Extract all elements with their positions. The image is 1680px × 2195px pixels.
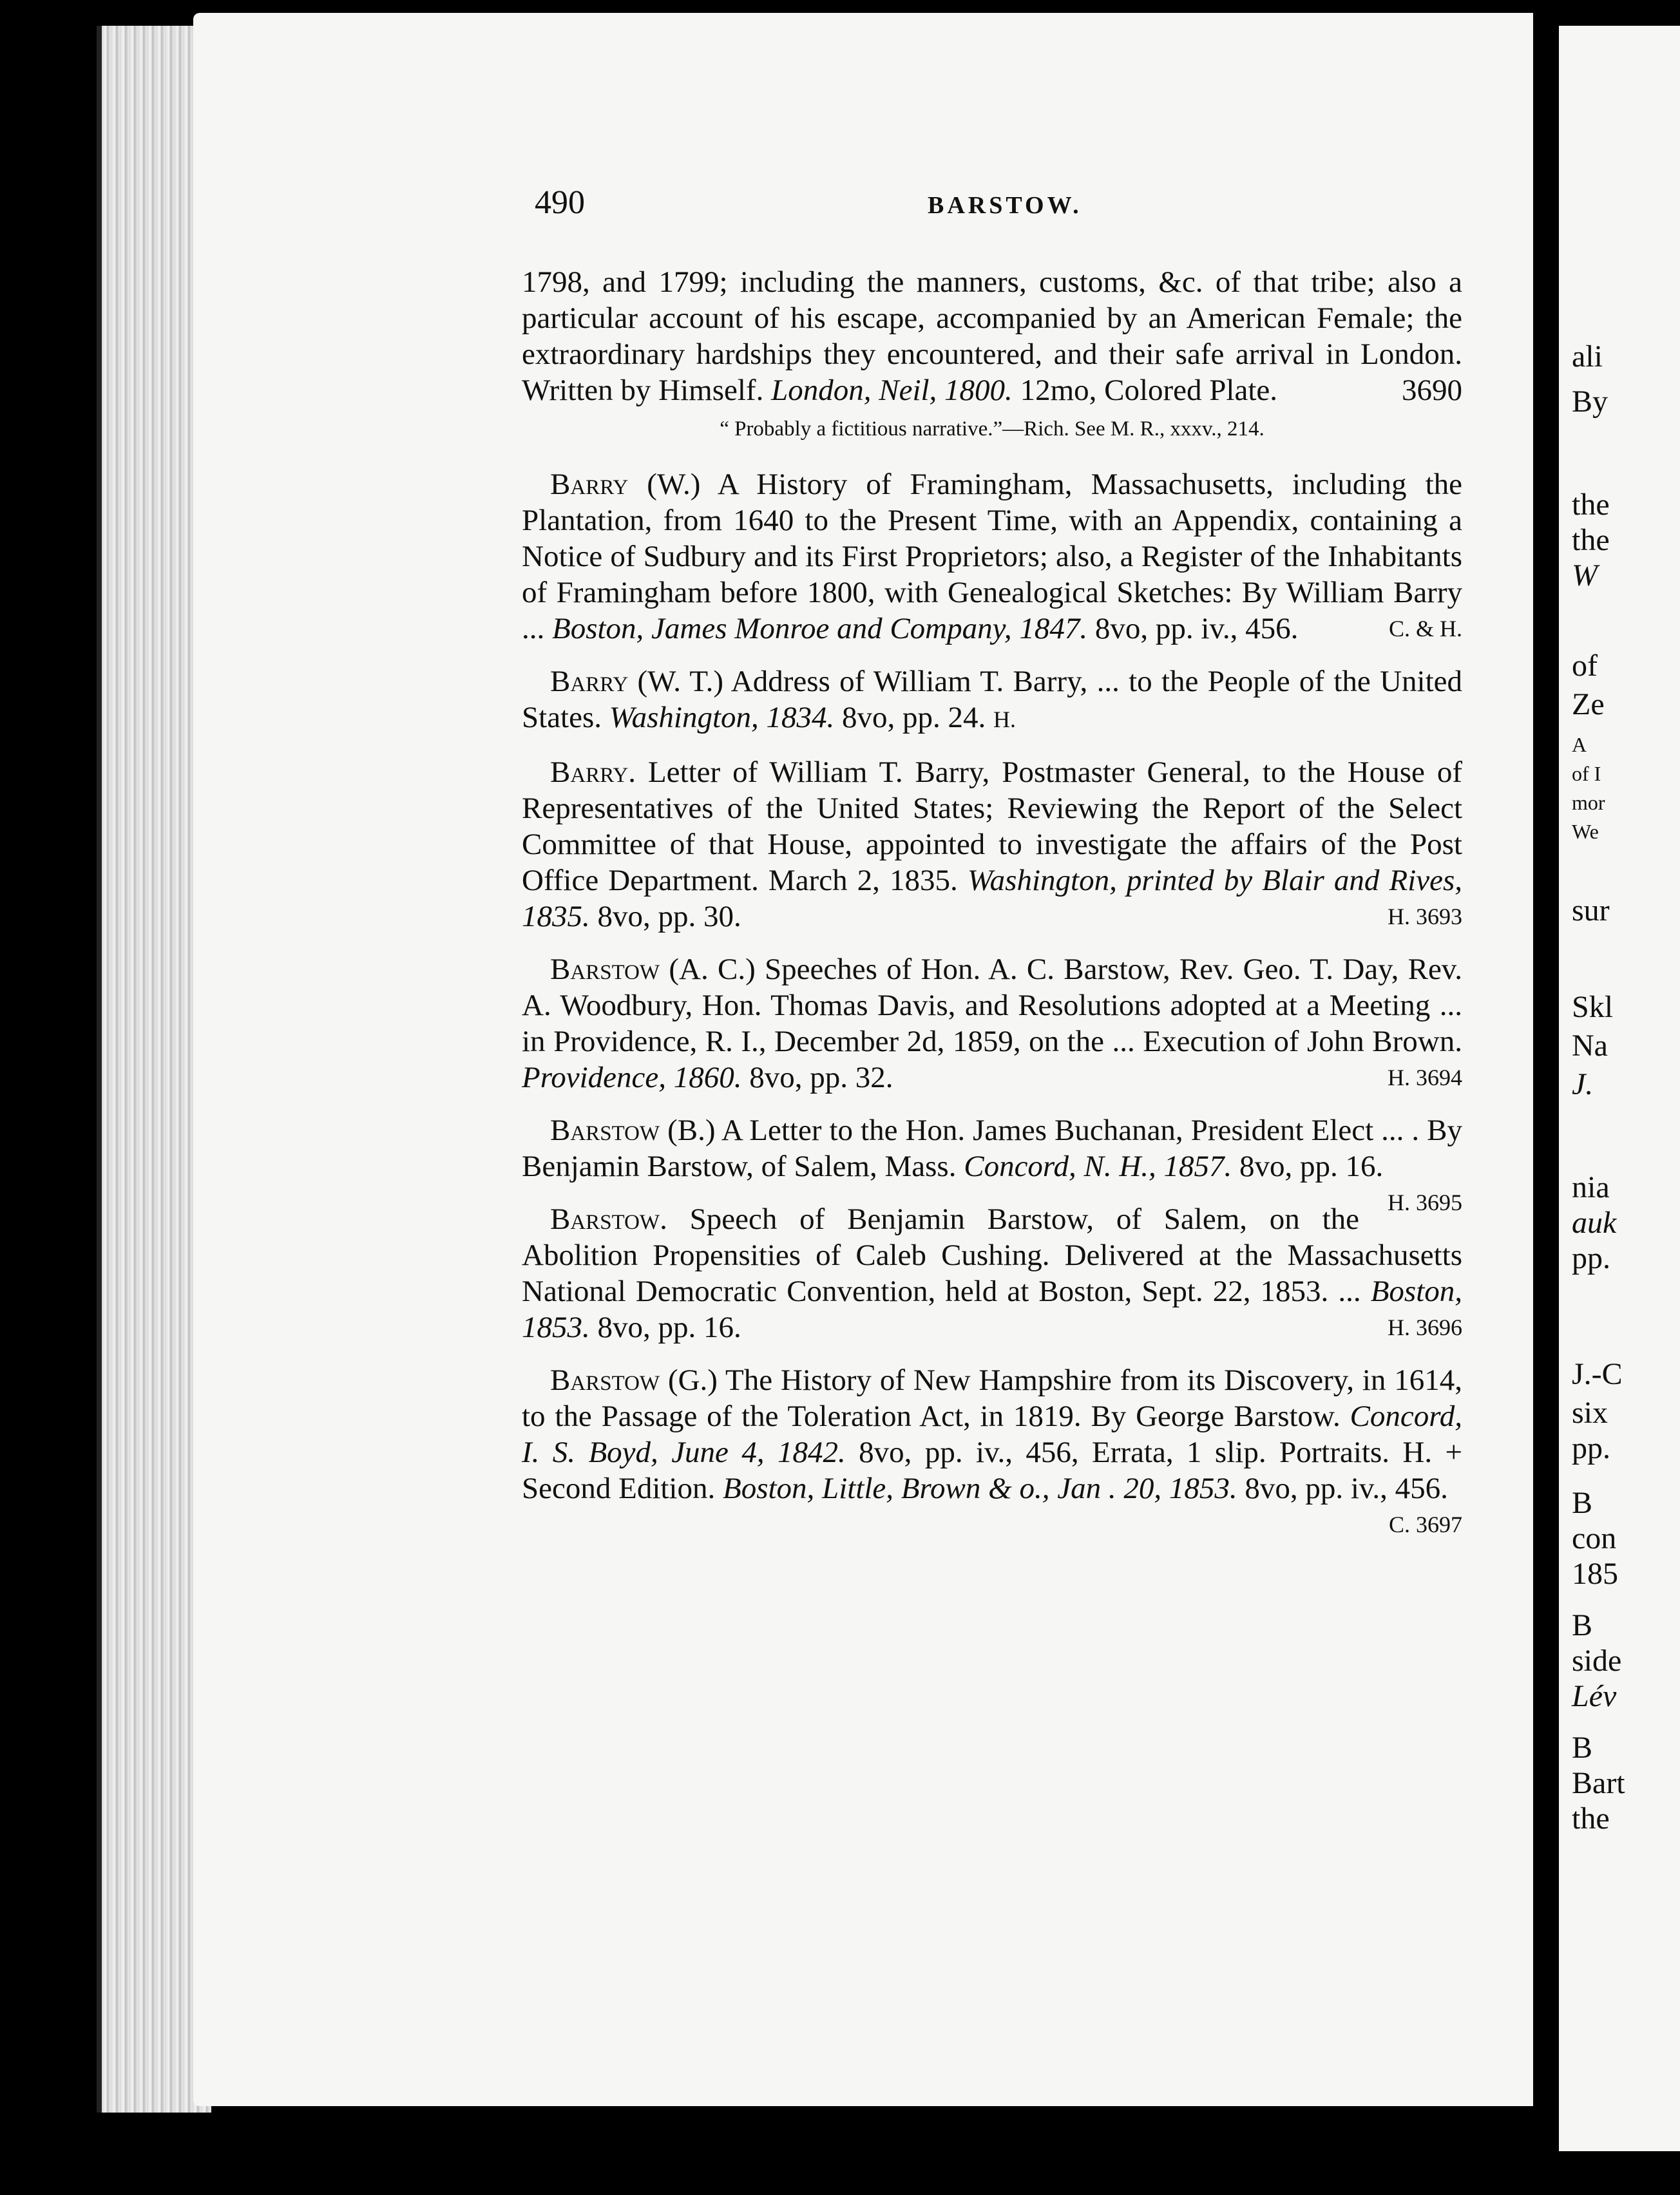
facing-fragment: sur	[1572, 893, 1610, 927]
facing-fragment: pp.	[1572, 1241, 1610, 1275]
entry-text: Address of William T. Barry, ... to the People of the United States.	[522, 665, 1463, 734]
entry-text: A Letter to the Hon. James Buchanan, President Elect ... . By Benjamin Barstow, of Salem, Mass.	[522, 1114, 1462, 1183]
entry-imprint: Washington, printed by Blair and Rives, 1835.	[522, 864, 1462, 933]
facing-fragment: B	[1572, 1608, 1593, 1642]
page-header	[535, 184, 1456, 229]
entry-heading: Barry (W. T.)	[550, 665, 724, 698]
entry-format: 8vo, pp. 16.	[1239, 1150, 1384, 1183]
entry-number: 3690	[1402, 374, 1462, 407]
catalog-entry	[522, 1201, 1462, 1345]
facing-fragment: Lév	[1572, 1679, 1617, 1713]
facing-fragment: Bart	[1572, 1766, 1625, 1800]
entry-imprint: Concord, I. S. Boyd, June 4, 1842.	[522, 1400, 1463, 1469]
entry-format: 8vo, pp. 24.	[842, 701, 986, 734]
facing-fragment: con	[1572, 1521, 1617, 1555]
entry-text: 1798, and 1799; including the manners, customs, &c. of that tribe; also a particular account of his escape, accompanied by an American Female; the extraordinary hardships they encountered, and their safe arrival in London. Written by Himself.	[522, 265, 1462, 407]
entry-text: A History of Framingham, Massachusetts, including the Plantation, from 1640 to the Present Time, with an Appendix, containing a Notice of Sudbury and its First Proprietors; also, a Register of the Inhabitants of Framingham before 1800, with Genealogical Sketches: By William Barry ...	[522, 468, 1462, 645]
entry-imprint: Boston, James Monroe and Company, 1847.	[552, 612, 1088, 645]
entry-code: H. 3696	[1388, 1315, 1462, 1340]
facing-fragment: By	[1572, 385, 1608, 419]
catalog-entry	[522, 466, 1462, 647]
catalog-entry	[522, 951, 1462, 1096]
entry-code: C. 3697	[1388, 1512, 1462, 1537]
entry-imprint-second: Boston, Little, Brown & o., Jan . 20, 1853.	[723, 1472, 1237, 1505]
running-head: BARSTOW.	[928, 192, 1082, 219]
entry-imprint: London, Neil, 1800.	[771, 374, 1013, 407]
facing-fragment: We	[1572, 820, 1599, 843]
entry-format: 8vo, pp. 30.	[597, 900, 741, 933]
catalog-entry	[522, 754, 1462, 935]
book-gutter	[1533, 0, 1559, 2195]
page-number: 490	[535, 184, 585, 221]
entry-imprint: Washington, 1834.	[609, 701, 835, 734]
facing-fragment: B	[1572, 1486, 1593, 1520]
entry-heading: Barstow (B.)	[550, 1114, 716, 1147]
facing-fragment: the	[1572, 488, 1610, 522]
catalog-entry	[522, 1362, 1463, 1537]
facing-page-edge	[1559, 26, 1680, 2151]
facing-fragment: ali	[1572, 339, 1603, 374]
entry-heading: Barstow.	[550, 1202, 667, 1236]
facing-fragment: Ze	[1572, 687, 1605, 721]
facing-fragment: nia	[1572, 1170, 1610, 1204]
facing-fragment: the	[1572, 1801, 1610, 1836]
entry-code: H. 3694	[1388, 1065, 1462, 1090]
facing-fragment: pp.	[1572, 1431, 1610, 1465]
entry-imprint: Boston, 1853.	[522, 1275, 1463, 1344]
entry-heading: Barry.	[550, 755, 636, 789]
entry-format-second: 8vo, pp. iv., 456.	[1245, 1472, 1448, 1505]
facing-fragment: B	[1572, 1731, 1593, 1765]
entry-code: H. 3695	[1388, 1190, 1462, 1215]
facing-fragment: Na	[1572, 1029, 1608, 1063]
entry-format: 8vo, pp. iv., 456.	[1094, 612, 1299, 645]
entry-format: 8vo, pp. iv., 456, Errata, 1 slip. Portraits. H. + Second Edition.	[522, 1436, 1463, 1505]
facing-fragment: A	[1572, 733, 1587, 756]
entry-heading: Barry (W.)	[550, 468, 701, 501]
facing-fragment: mor	[1572, 791, 1605, 814]
entry-code: H. 3693	[1388, 904, 1462, 929]
entry-text: The History of New Hampshire from its Discovery, in 1614, to the Passage of the Toleration Act, in 1819. By George Barstow.	[522, 1364, 1462, 1433]
entry-code: H.	[993, 707, 1017, 732]
entry-format: 8vo, pp. 16.	[597, 1311, 741, 1344]
entry-format: 12mo, Colored Plate.	[1020, 374, 1278, 407]
entry-text: Speech of Benjamin Barstow, of Salem, on the Abolition Propensities of Caleb Cushing. Delivered at the Massachusetts National Democratic Convention, held at Boston, Sept. 22, 1853. ...	[522, 1202, 1462, 1308]
facing-fragment: W	[1572, 558, 1598, 593]
entry-imprint: Concord, N. H., 1857.	[964, 1150, 1232, 1183]
facing-fragment: Skl	[1572, 990, 1614, 1024]
catalog-entry	[522, 264, 1462, 408]
entry-format: 8vo, pp. 32.	[749, 1061, 893, 1094]
entry-code: C. & H.	[1388, 616, 1462, 641]
catalog-entry	[522, 1112, 1462, 1215]
entry-text: Letter of William T. Barry, Postmaster General, to the House of Representatives of the United States; Reviewing the Report of the Select Committee of that House, appointed to investigate the affairs of the Post Office Department. March 2, 1835.	[522, 755, 1463, 897]
catalog-text	[522, 264, 1462, 1543]
facing-fragment: side	[1572, 1644, 1622, 1678]
facing-fragment: the	[1572, 523, 1610, 557]
entry-imprint: Providence, 1860.	[522, 1061, 742, 1094]
catalog-entry	[522, 663, 1462, 737]
entry-heading: Barstow (A. C.)	[550, 953, 756, 986]
facing-fragment: six	[1572, 1396, 1608, 1430]
facing-fragment: auk	[1572, 1206, 1617, 1240]
facing-fragment: 185	[1572, 1557, 1618, 1591]
facing-fragment: J.-C	[1572, 1357, 1623, 1391]
entry-text: Speeches of Hon. A. C. Barstow, Rev. Geo. T. Day, Rev. A. Woodbury, Hon. Thomas Davis, and Resolutions adopted at a Meeting ... in Providence, R. I., December 2d, 1859, on the ... Execution of John Brown.	[522, 953, 1462, 1058]
entry-heading: Barstow (G.)	[550, 1364, 718, 1397]
facing-fragment: of	[1572, 649, 1598, 683]
facing-fragment: of I	[1572, 762, 1601, 785]
facing-fragment: J.	[1572, 1067, 1594, 1101]
entry-note: “ Probably a fictitious narrative.”—Rich. See M. R., xxxv., 214.	[720, 417, 1265, 441]
